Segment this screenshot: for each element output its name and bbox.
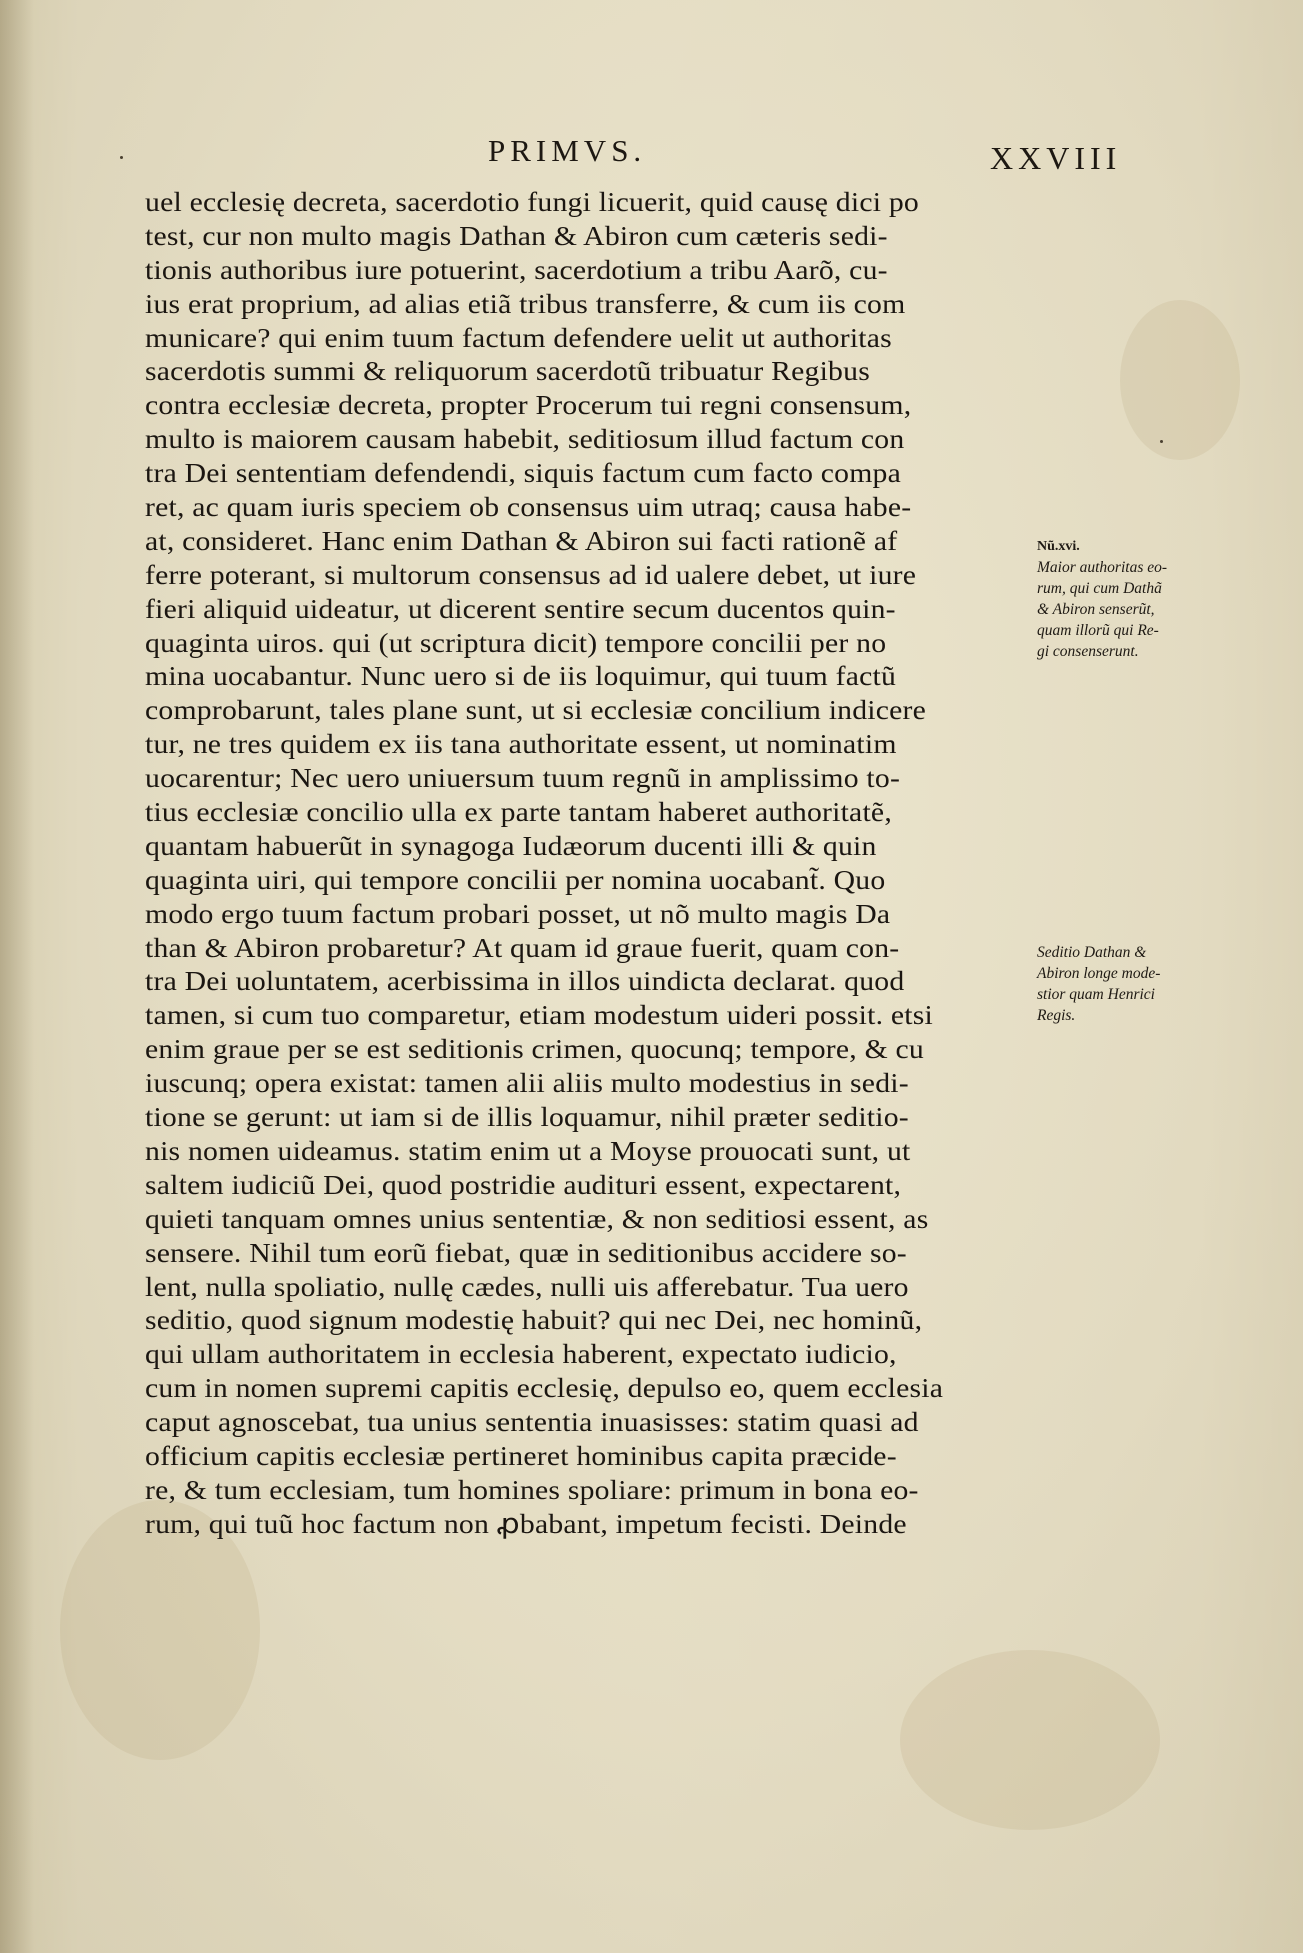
text-line: tamen, si cum tuo comparetur, etiam modestum uideri possit. etsi <box>145 999 933 1031</box>
text-line: sacerdotis summi & reliquorum sacerdotũ tribuatur Regibus <box>145 355 870 387</box>
text-line: modo ergo tuum factum probari posset, ut nõ multo magis Da <box>145 897 891 929</box>
text-line: at, consideret. Hanc enim Dathan & Abiron sui facti rationẽ af <box>145 524 898 556</box>
text-line: ius erat proprium, ad alias etiã tribus transferre, & cum iis com <box>145 287 906 319</box>
text-line: quieti tanquam omnes unius sententiæ, & non seditiosi essent, as <box>145 1202 929 1234</box>
text-line: comprobarunt, tales plane sunt, ut si ecclesiæ concilium indicere <box>145 694 927 726</box>
ink-speck <box>1160 440 1163 443</box>
text-line: qui ullam authoritatem in ecclesia haberent, expectato iudicio, <box>145 1338 897 1370</box>
paper-stain <box>900 1650 1160 1830</box>
text-line: tra Dei sententiam defendendi, siquis factum cum facto compa <box>145 457 902 489</box>
text-line: sensere. Nihil tum eorũ fiebat, quæ in seditionibus accidere so- <box>145 1236 907 1268</box>
text-line: multo is maiorem causam habebit, seditiosum illud factum con <box>145 423 905 455</box>
ink-speck <box>120 156 123 159</box>
text-line: lent, nulla spoliatio, nullę cædes, nulli uis afferebatur. Tua uero <box>145 1270 909 1302</box>
text-line: uocarentur; Nec uero uniuersum tuum regnũ in amplissimo to- <box>145 762 901 794</box>
text-line: caput agnoscebat, tua unius sententia inuasisses: statim quasi ad <box>145 1406 919 1438</box>
margin-note-line: Seditio Dathan & <box>1037 944 1147 961</box>
text-line: cum in nomen supremi capitis ecclesię, depulso eo, quem ecclesia <box>145 1372 944 1404</box>
margin-note-line: quam illorũ qui Re- <box>1037 622 1159 639</box>
text-line: tius ecclesiæ concilio ulla ex parte tantam haberet authoritatẽ, <box>145 796 892 828</box>
text-line: test, cur non multo magis Dathan & Abiron cum cæteris sedi- <box>145 219 888 251</box>
text-line: tur, ne tres quidem ex iis tana authoritate essent, ut nominatim <box>145 728 897 760</box>
text-line: than & Abiron probaretur? At quam id graue fuerit, quam con- <box>145 931 900 963</box>
margin-note-line: Nũ.xvi. <box>1037 539 1080 554</box>
running-head: PRIMVS. <box>488 133 647 168</box>
text-line: quaginta uiros. qui (ut scriptura dicit) tempore concilii per no <box>145 626 887 658</box>
text-line: municare? qui enim tuum factum defendere uelit ut authoritas <box>145 321 892 353</box>
paper-stain <box>1120 300 1240 460</box>
gutter-shadow <box>0 0 34 1953</box>
text-line: mina uocabantur. Nunc uero si de iis loquimur, qui tuum factũ <box>145 660 897 692</box>
text-line: officium capitis ecclesiæ pertineret hominibus capita præcide- <box>145 1439 897 1471</box>
text-line: nis nomen uideamus. statim enim ut a Moyse prouocati sunt, ut <box>145 1134 911 1166</box>
text-line: quaginta uiri, qui tempore concilii per nomina uocabant̃. Quo <box>145 863 886 895</box>
main-text-block <box>145 185 1020 1541</box>
margin-note-line: Maior authoritas eo- <box>1037 559 1168 576</box>
text-line: tra Dei uoluntatem, acerbissima in illos uindicta declarat. quod <box>145 965 905 997</box>
text-line: uel ecclesię decreta, sacerdotio fungi licuerit, quid causę dici po <box>145 186 919 217</box>
text-line: quantam habuerũt in synagoga Iudæorum ducenti illi & quin <box>145 829 877 861</box>
margin-note-line: gi consenserunt. <box>1037 643 1139 660</box>
text-line: fieri aliquid uideatur, ut dicerent sentire secum ducentos quin- <box>145 592 896 624</box>
text-line: saltem iudiciũ Dei, quod postridie audituri essent, expectarent, <box>145 1168 902 1200</box>
text-line: tione se gerunt: ut iam si de illis loquamur, nihil præter seditio- <box>145 1101 909 1133</box>
margin-note-line: & Abiron senserũt, <box>1037 601 1155 618</box>
text-line: iuscunq; opera existat: tamen alii aliis multo modestius in sedi- <box>145 1067 909 1099</box>
margin-note-line: stior quam Henrici <box>1037 986 1155 1003</box>
margin-note-1 <box>1037 536 1227 662</box>
text-line: ret, ac quam iuris speciem ob consensus uim utraq; causa habe- <box>145 491 912 523</box>
text-line: enim graue per se est seditionis crimen, quocunq; tempore, & cu <box>145 1033 925 1065</box>
text-line: ferre poterant, si multorum consensus ad id ualere debet, ut iure <box>145 558 917 590</box>
margin-note-2 <box>1037 942 1227 1026</box>
text-line: re, & tum ecclesiam, tum homines spoliare: primum in bona eo- <box>145 1473 919 1505</box>
text-line: rum, qui tuũ hoc factum non ꝓbabant, impetum fecisti. Deinde <box>145 1507 907 1539</box>
text-line: seditio, quod signum modestię habuit? qui nec Dei, nec hominũ, <box>145 1304 923 1336</box>
margin-note-line: rum, qui cum Dathã <box>1037 580 1162 597</box>
margin-note-line: Abiron longe mode- <box>1037 965 1161 982</box>
text-line: tionis authoribus iure potuerint, sacerdotium a tribu Aarõ, cu- <box>145 253 888 285</box>
folio-number: XXVIII <box>990 140 1122 176</box>
text-line: contra ecclesiæ decreta, propter Procerum tui regni consensum, <box>145 389 912 421</box>
margin-note-line: Regis. <box>1037 1007 1076 1024</box>
